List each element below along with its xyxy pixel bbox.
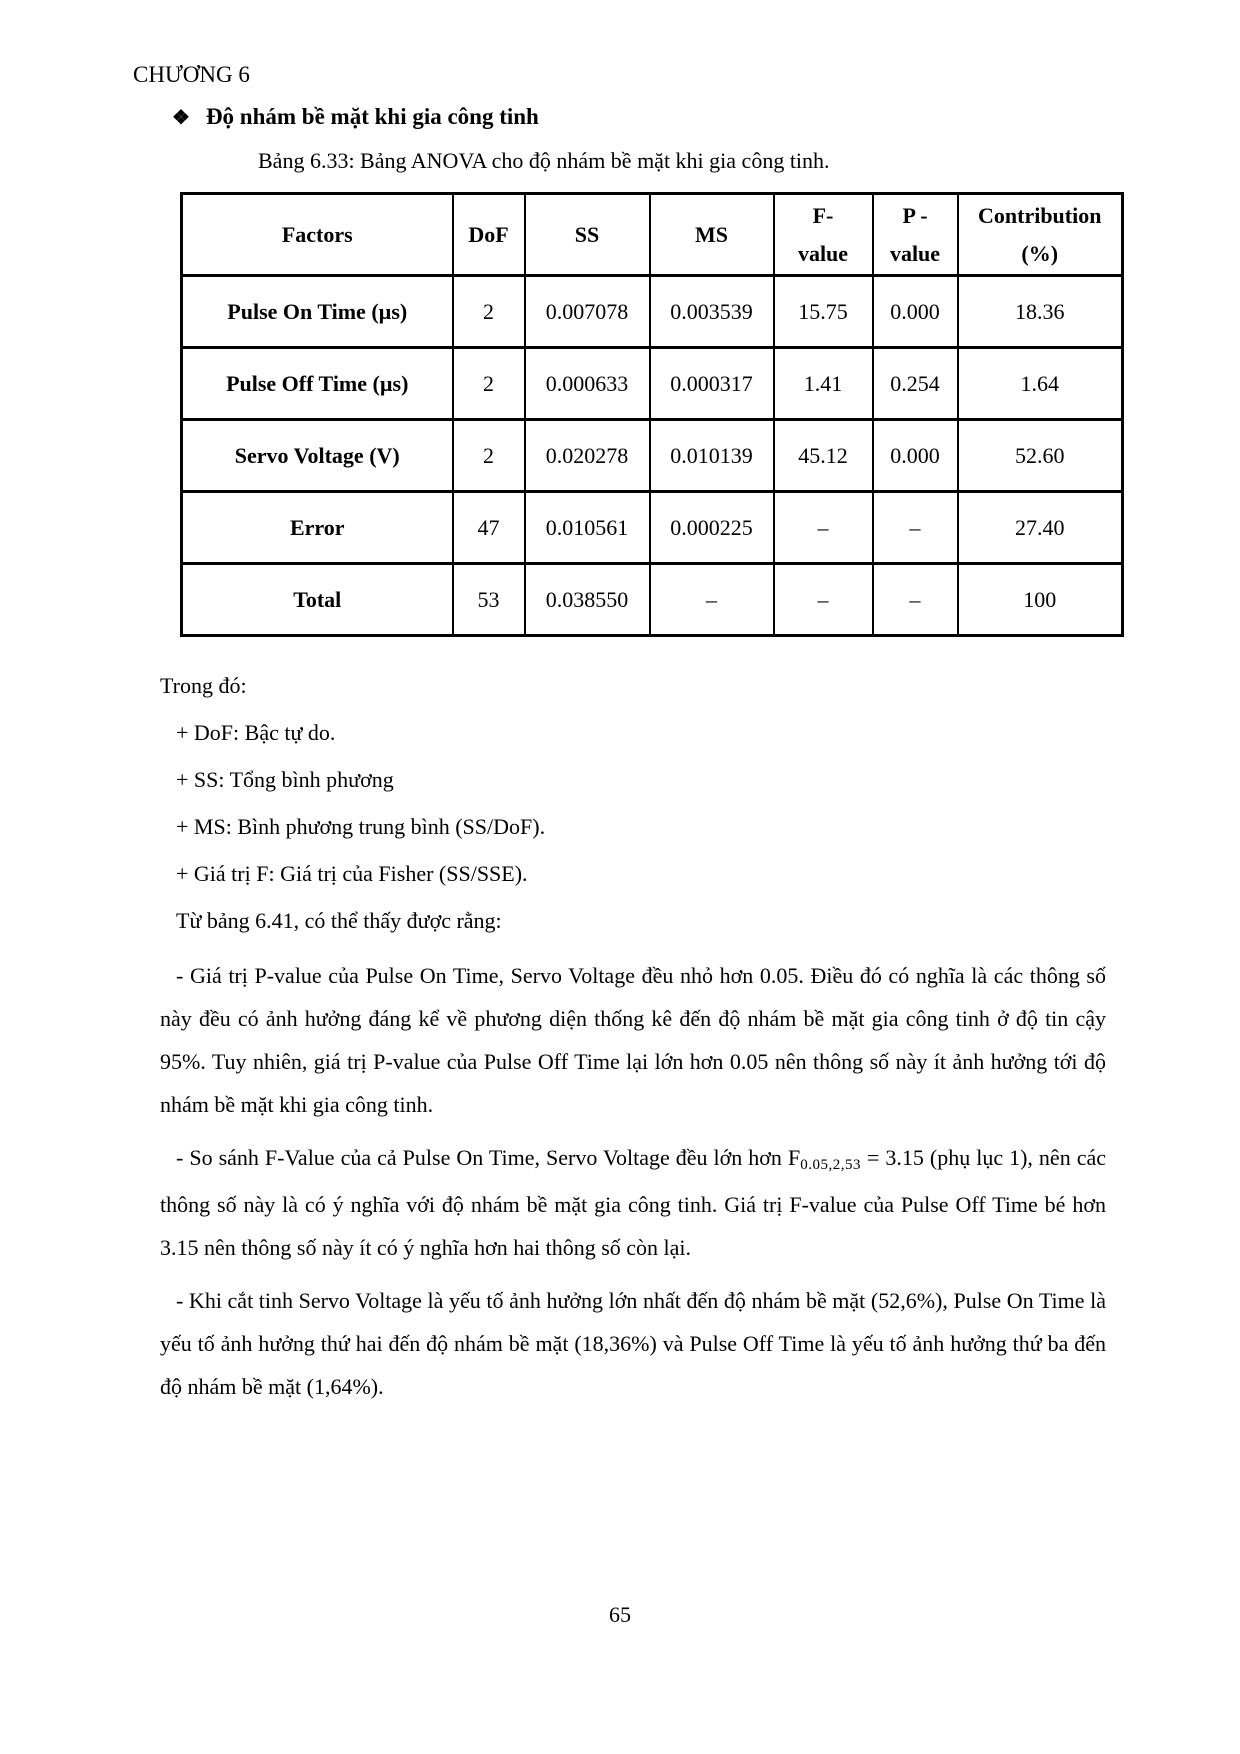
table-row [182, 492, 1123, 564]
f-value-text-post: = 3.15 (phụ lục 1), nên các thông số này là có ý nghĩa với độ nhám bề mặt gia công tinh. Giá trị F-value của Pulse Off Time bé hơn 3.15 nên thông số này ít có ý nghĩa hơn hai thông số còn lại. [160, 1145, 1107, 1260]
cell-ss: 0.000633 [525, 348, 650, 420]
notes-intro: Trong đó: [160, 673, 247, 698]
table-row [182, 564, 1123, 636]
column-header-contribution [958, 194, 1123, 276]
cell-factor: Servo Voltage (V) [182, 420, 453, 492]
section-heading [172, 104, 539, 130]
table-caption: Bảng 6.33: Bảng ANOVA cho độ nhám bề mặt khi gia công tinh. [258, 148, 830, 173]
cell-ms: 0.000317 [650, 348, 774, 420]
cell-ms: 0.010139 [650, 420, 774, 492]
cell-contribution: 100 [958, 564, 1123, 636]
table-row [182, 420, 1123, 492]
cell-dof: 2 [453, 348, 525, 420]
body-text [160, 662, 1106, 1408]
cell-ss: 0.007078 [525, 276, 650, 348]
cell-dof: 2 [453, 420, 525, 492]
cell-contribution: 18.36 [958, 276, 1123, 348]
column-header-contribution-line2: (%) [1021, 240, 1059, 266]
column-header-f-value [774, 194, 873, 276]
cell-p-value: 0.000 [873, 276, 958, 348]
column-header-ss: SS [525, 194, 650, 276]
cell-contribution: 1.64 [958, 348, 1123, 420]
cell-f-value: 15.75 [774, 276, 873, 348]
cell-f-value: – [774, 492, 873, 564]
column-header-dof: DoF [453, 194, 525, 276]
note-item-dof: + DoF: Bậc tự do. [176, 720, 336, 745]
notes-lead-in: Từ bảng 6.41, có thể thấy được rằng: [176, 908, 502, 933]
cell-factor: Total [182, 564, 453, 636]
cell-p-value: 0.000 [873, 420, 958, 492]
cell-p-value: – [873, 492, 958, 564]
column-header-ms: MS [650, 194, 774, 276]
cell-dof: 2 [453, 276, 525, 348]
cell-p-value: 0.254 [873, 348, 958, 420]
note-item-ss: + SS: Tổng bình phương [176, 767, 394, 792]
cell-ms: 0.003539 [650, 276, 774, 348]
column-header-p-value-line1: P - [902, 202, 928, 228]
page-number: 65 [609, 1602, 631, 1627]
table-header-row [182, 194, 1123, 276]
cell-f-value: – [774, 564, 873, 636]
cell-contribution: 27.40 [958, 492, 1123, 564]
cell-dof: 53 [453, 564, 525, 636]
column-header-factors: Factors [182, 194, 453, 276]
diamond-bullet-icon: ❖ [172, 107, 190, 129]
f-critical-subscript: 0.05,2,53 [800, 1157, 861, 1173]
paragraph-p-value-analysis: - Giá trị P-value của Pulse On Time, Servo Voltage đều nhỏ hơn 0.05. Điều đó có nghĩa là các thông số này đều có ảnh hưởng đáng kể về phương diện thống kê đến độ nhám bề mặt gia công tinh ở độ tin cậy 95%. Tuy nhiên, giá trị P-value của Pulse Off Time lại lớn hơn 0.05 nên thông số này ít ảnh hưởng tới độ nhám bề mặt khi gia công tinh. [160, 963, 1106, 1117]
cell-ss: 0.010561 [525, 492, 650, 564]
note-item-f: + Giá trị F: Giá trị của Fisher (SS/SSE). [176, 861, 528, 886]
section-heading-label: Độ nhám bề mặt khi gia công tinh [205, 104, 539, 129]
cell-p-value: – [873, 564, 958, 636]
table-row [182, 348, 1123, 420]
cell-ms: – [650, 564, 774, 636]
cell-contribution: 52.60 [958, 420, 1123, 492]
cell-ms: 0.000225 [650, 492, 774, 564]
column-header-p-value [873, 194, 958, 276]
paragraph-contribution-analysis: - Khi cắt tinh Servo Voltage là yếu tố ảnh hưởng lớn nhất đến độ nhám bề mặt (52,6%), Pulse On Time là yếu tố ảnh hưởng thứ hai đến độ nhám bề mặt (18,36%) và Pulse Off Time là yếu tố ảnh hưởng thứ ba đến độ nhám bề mặt (1,64%). [160, 1288, 1106, 1399]
column-header-f-value-line1: F- [812, 202, 834, 228]
cell-ss: 0.038550 [525, 564, 650, 636]
anova-table [180, 192, 1124, 637]
column-header-p-value-line2: value [889, 240, 941, 266]
cell-factor: Pulse Off Time (µs) [182, 348, 453, 420]
f-value-text-pre: - So sánh F-Value của cả Pulse On Time, Servo Voltage đều lớn hơn F [176, 1145, 801, 1170]
cell-factor: Error [182, 492, 453, 564]
cell-f-value: 1.41 [774, 348, 873, 420]
cell-f-value: 45.12 [774, 420, 873, 492]
cell-ss: 0.020278 [525, 420, 650, 492]
column-header-contribution-line1: Contribution [978, 202, 1102, 228]
table-row [182, 276, 1123, 348]
note-item-ms: + MS: Bình phương trung bình (SS/DoF). [176, 814, 546, 839]
chapter-header: CHƯƠNG 6 [133, 62, 250, 87]
cell-factor: Pulse On Time (µs) [182, 276, 453, 348]
column-header-f-value-line2: value [797, 240, 849, 266]
paragraph-f-value-analysis [160, 1136, 1106, 1269]
cell-dof: 47 [453, 492, 525, 564]
